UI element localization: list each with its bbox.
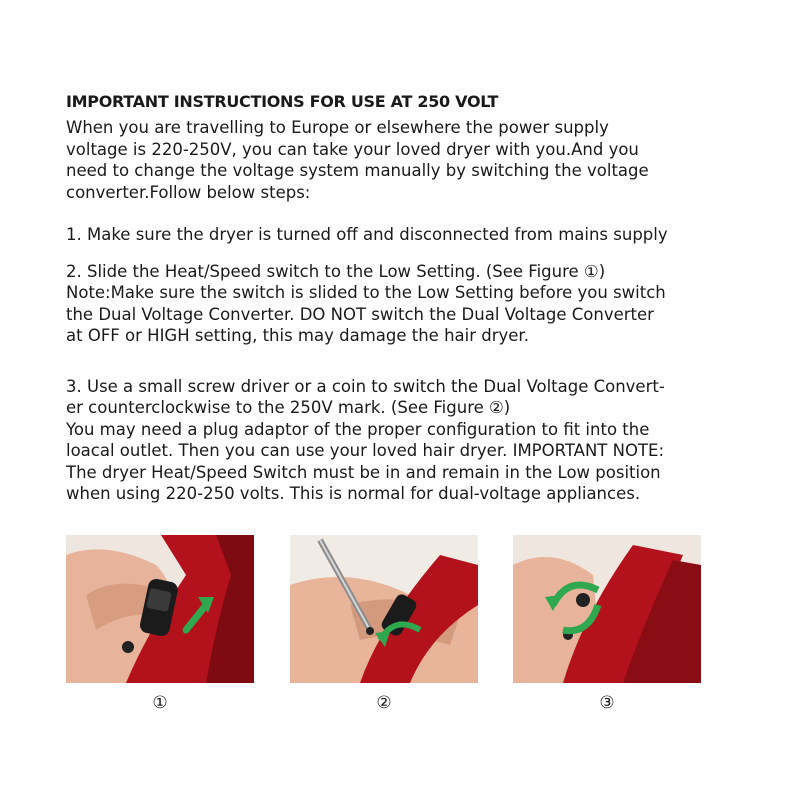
step-2-line: the Dual Voltage Converter. DO NOT switch the Dual Voltage Converter: [66, 304, 654, 324]
intro-line: converter.Follow below steps:: [66, 182, 311, 202]
intro-line: need to change the voltage system manually by switching the voltage: [66, 161, 649, 180]
figure-3-illustration: [513, 535, 701, 683]
figure-3-label: ③: [599, 693, 615, 713]
figure-row: [0, 535, 800, 725]
figure-1-label: ①: [152, 693, 168, 713]
intro-line: When you are travelling to Europe or elsewhere the power supply: [66, 118, 609, 137]
step-3-line: loacal outlet. Then you can use your loved hair dryer. IMPORTANT NOTE:: [66, 441, 665, 460]
figure-2-label: ②: [376, 693, 392, 713]
step-3-line: The dryer Heat/Speed Switch must be in and remain in the Low position: [66, 462, 661, 482]
step-2-line: Note:Make sure the switch is slided to the Low Setting before you switch: [66, 283, 666, 302]
figure-1-illustration: [66, 535, 254, 683]
step-1-line: 1. Make sure the dryer is turned off and disconnected from mains supply: [66, 225, 668, 244]
step-2-line: 2. Slide the Heat/Speed switch to the Low Setting. (See Figure ①): [66, 261, 606, 281]
intro-paragraph: [66, 117, 706, 203]
step-2-paragraph: [66, 261, 706, 347]
instruction-document: [66, 92, 706, 505]
step-3-line: 3. Use a small screw driver or a coin to switch the Dual Voltage Convert-: [66, 376, 665, 396]
figure-2-illustration: [290, 535, 478, 683]
intro-line: voltage is 220-250V, you can take your loved dryer with you.And you: [66, 139, 639, 159]
figure-2-photo: [290, 535, 478, 683]
step-1-paragraph: [66, 224, 706, 246]
step-3-line: when using 220-250 volts. This is normal for dual-voltage appliances.: [66, 484, 641, 503]
step-3-line: You may need a plug adaptor of the proper configuration to fit into the: [66, 419, 650, 439]
figure-3-photo: [513, 535, 701, 683]
step-3-line: er counterclockwise to the 250V mark. (See Figure ②): [66, 398, 511, 417]
figure-1-photo: [66, 535, 254, 683]
step-3-paragraph: [66, 376, 706, 505]
step-2-line: at OFF or HIGH setting, this may damage the hair dryer.: [66, 326, 529, 345]
page-title: IMPORTANT INSTRUCTIONS FOR USE AT 250 VOLT: [66, 92, 499, 111]
